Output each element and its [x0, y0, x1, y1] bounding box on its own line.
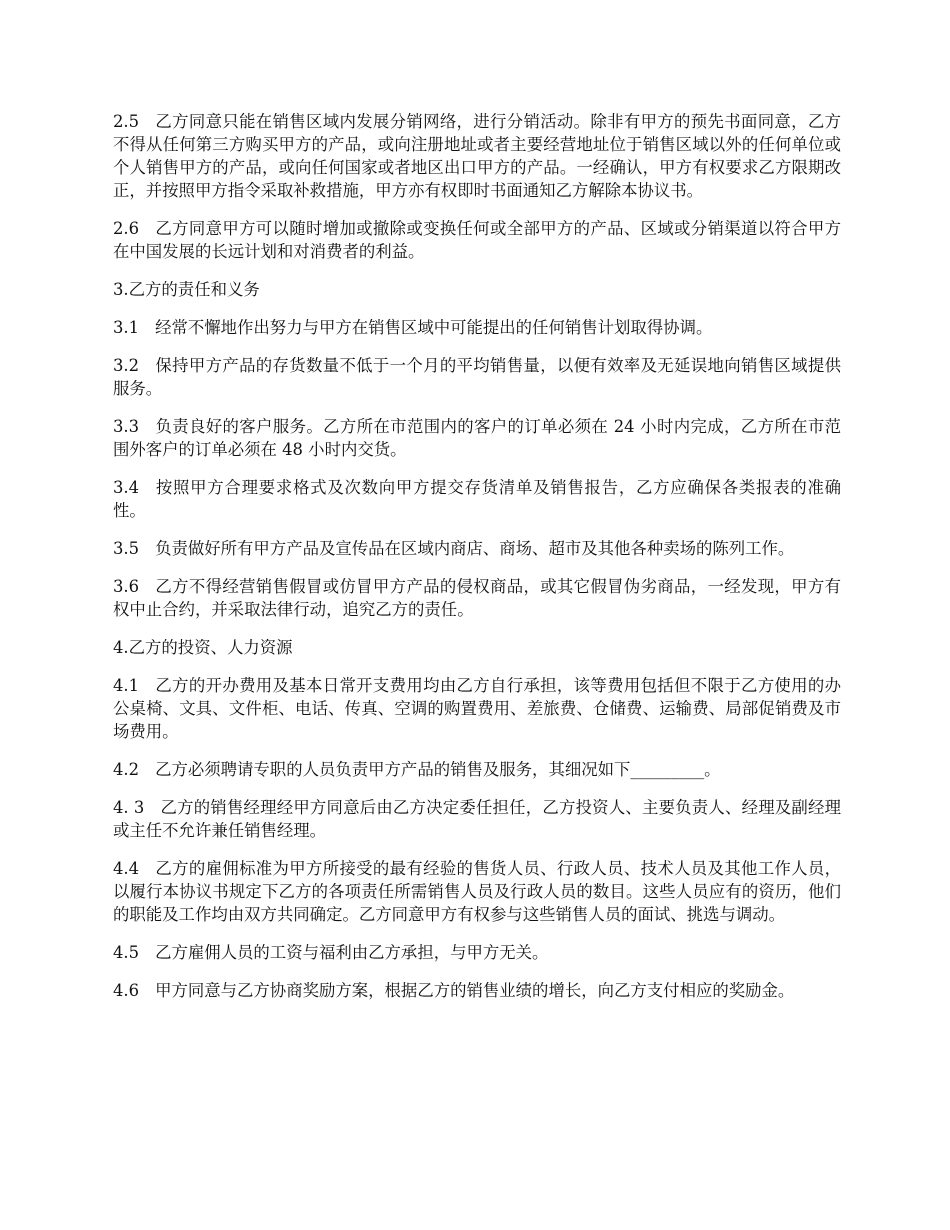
- clause-text: 保持甲方产品的存货数量不低于一个月的平均销售量，以便有效率及无延误地向销售区域提供服务。: [113, 356, 841, 398]
- clause-text: 乙方必须聘请专职的人员负责甲方产品的销售及服务，其细况如下_________。: [155, 760, 721, 779]
- clause-number: 4.2: [113, 760, 140, 779]
- section-heading-4: 4.乙方的投资、人力资源: [113, 638, 293, 657]
- clause-4-4: [113, 857, 841, 926]
- clause-text: 乙方同意甲方可以随时增加或撤除或变换任何或全部甲方的产品、区域或分销渠道以符合甲方在中国发展的长远计划和对消费者的利益。: [113, 219, 841, 261]
- clause-number: 3.4: [113, 478, 140, 497]
- clause-text: 乙方雇佣人员的工资与福利由乙方承担，与甲方无关。: [155, 943, 549, 962]
- clause-text: 乙方同意只能在销售区域内发展分销网络，进行分销活动。除非有甲方的预先书面同意，乙方不得从任何第三方购买甲方的产品，或向注册地址或者主要经营地址位于销售区域以外的任何单位或个人销售甲方的产品，或向任何国家或者地区出口甲方的产品。一经确认，甲方有权要求乙方限期改正，并按照甲方指令采取补救措施，甲方亦有权即时书面通知乙方解除本协议书。: [113, 112, 841, 200]
- section-heading-3: 3.乙方的责任和义务: [113, 280, 260, 299]
- clause-text: 按照甲方合理要求格式及次数向甲方提交存货清单及销售报告，乙方应确保各类报表的准确性。: [113, 478, 841, 520]
- clause-4-2: [113, 758, 841, 781]
- clause-number: 3.5: [113, 539, 140, 558]
- clause-number: 2.6: [113, 219, 140, 238]
- clause-4-5: [113, 941, 841, 964]
- clause-number: 4.6: [113, 981, 140, 1000]
- clause-3-6: [113, 575, 841, 621]
- clause-text: 负责做好所有甲方产品及宣传品在区域内商店、商场、超市及其他各种卖场的陈列工作。: [155, 539, 795, 558]
- document-body: [113, 110, 841, 1017]
- clause-3-2: [113, 354, 841, 400]
- clause-4-3: [113, 796, 841, 842]
- clause-text: 乙方的雇佣标准为甲方所接受的最有经验的售货人员、行政人员、技术人员及其他工作人员，以履行本协议书规定下乙方的各项责任所需销售人员及行政人员的数目。这些人员应有的资历，他们的职能及工作均由双方共同确定。乙方同意甲方有权参与这些销售人员的面试、挑选与调动。: [113, 859, 841, 924]
- clause-3-3: [113, 415, 841, 461]
- clause-number: 4.1: [113, 676, 140, 695]
- clause-2-5: [113, 110, 841, 202]
- clause-number: 4. 3: [113, 798, 145, 817]
- clause-number: 3.3: [113, 417, 140, 436]
- clause-4-1: [113, 674, 841, 743]
- clause-3-5: [113, 537, 841, 560]
- clause-3-4: [113, 476, 841, 522]
- clause-number: 3.1: [113, 318, 140, 337]
- clause-text: 乙方不得经营销售假冒或仿冒甲方产品的侵权商品，或其它假冒伪劣商品，一经发现，甲方有权中止合约，并采取法律行动，追究乙方的责任。: [113, 577, 841, 619]
- clause-text: 乙方的销售经理经甲方同意后由乙方决定委任担任，乙方投资人、主要负责人、经理及副经理或主任不允许兼任销售经理。: [113, 798, 841, 840]
- clause-text: 经常不懈地作出努力与甲方在销售区域中可能提出的任何销售计划取得协调。: [155, 318, 713, 337]
- clause-number: 4.4: [113, 859, 140, 878]
- clause-number: 4.5: [113, 943, 140, 962]
- clause-3-1: [113, 316, 841, 339]
- clause-number: 3.6: [113, 577, 140, 596]
- clause-2-6: [113, 217, 841, 263]
- clause-number: 3.2: [113, 356, 140, 375]
- clause-4-6: [113, 979, 841, 1002]
- clause-text: 甲方同意与乙方协商奖励方案，根据乙方的销售业绩的增长，向乙方支付相应的奖励金。: [155, 981, 795, 1000]
- clause-number: 2.5: [113, 112, 140, 131]
- clause-text: 负责良好的客户服务。乙方所在市范围内的客户的订单必须在 24 小时内完成，乙方所在市范围外客户的订单必须在 48 小时内交货。: [113, 417, 841, 459]
- clause-text: 乙方的开办费用及基本日常开支费用均由乙方自行承担，该等费用包括但不限于乙方使用的办公桌椅、文具、文件柜、电话、传真、空调的购置费用、差旅费、仓储费、运输费、局部促销费及市场费用。: [113, 676, 841, 741]
